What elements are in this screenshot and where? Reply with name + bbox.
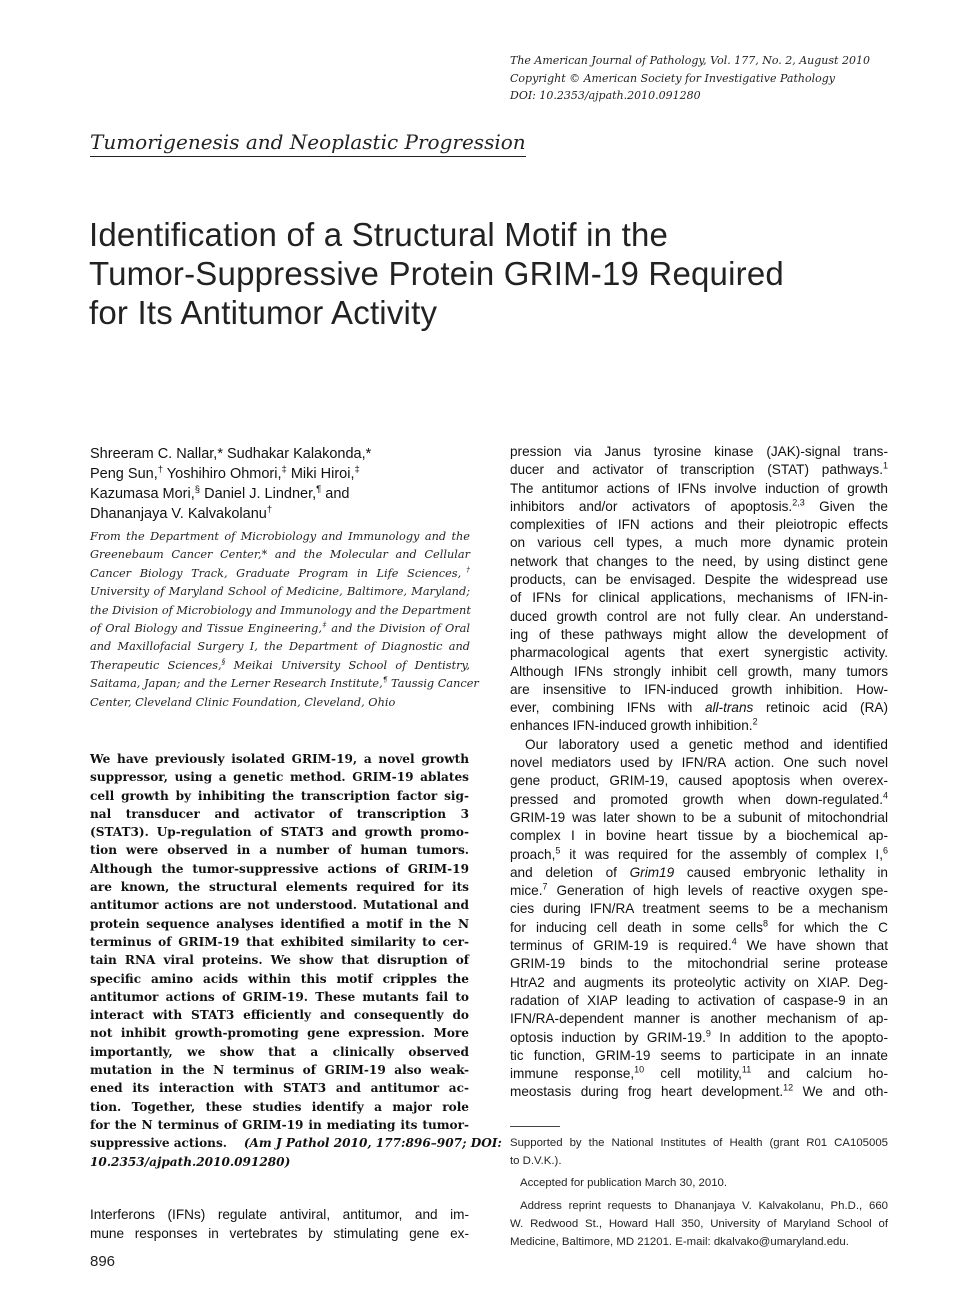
journal-doi: DOI: 10.2353/ajpath.2010.091280 (510, 89, 701, 102)
affiliation-text: Cancer Biology Track, Graduate Program in Life Sciences, (90, 566, 462, 580)
footnote-line: Medicine, Baltimore, MD 21201. E-mail: dkalvako@umaryland.edu. (510, 1236, 849, 1249)
body-text: and calcium ho- (751, 1066, 888, 1082)
body-italic: all-trans (704, 700, 754, 716)
author-text: Peng Sun, (90, 466, 158, 482)
citation-ref: 5 (555, 845, 561, 855)
body-text-left (90, 1205, 469, 1243)
affiliation-line (90, 620, 470, 638)
author-text: Kazumasa Mori, (90, 486, 195, 502)
citation-ref: 2,3 (792, 497, 805, 508)
title-line: Identification of a Structural Motif in the (89, 216, 669, 253)
affiliation-line (90, 657, 470, 675)
author-mark: † (157, 464, 164, 476)
body-line: cies during IFN/RA treatment seems to be a mechanism (510, 901, 888, 917)
author-mark: ‡ (354, 464, 360, 476)
body-text: inhibitors and/or activators of apoptosis. (510, 498, 793, 514)
citation-ref: 4 (882, 790, 888, 801)
body-text: and deletion of (510, 864, 630, 880)
author-line (90, 444, 470, 464)
body-text: terminus of GRIM-19 is required. (510, 938, 732, 954)
citation-ref: 10 (634, 1064, 645, 1075)
affiliation-line (90, 675, 479, 693)
footnote-divider (510, 1126, 560, 1127)
body-line: Interferons (IFNs) regulate antiviral, antitumor, and im- (90, 1207, 469, 1222)
abstract-line: suppressor, using a genetic method. GRIM-19 ablates (90, 770, 469, 785)
abstract-line: nal transducer and activator of transcription 3 (90, 806, 469, 821)
affiliation-mark: ¶ (382, 675, 388, 685)
abstract-line: specific amino acids within this motif cripples the (90, 971, 469, 986)
abstract-line: not inhibit growth-promoting gene expression. More (90, 1026, 469, 1041)
affiliation-text: Saitama, Japan; and the Lerner Research Institute, (90, 677, 383, 691)
abstract-line: tion. Together, these studies identify a major role (90, 1099, 469, 1114)
body-text: immune response, (510, 1066, 635, 1082)
footnote-line: Accepted for publication March 30, 2010. (520, 1177, 728, 1190)
body-text: We have shown that (736, 938, 888, 954)
body-text: caused embryonic lethality in (674, 864, 888, 880)
body-text: for inducing cell death in some cells (510, 919, 763, 935)
citation-ref: 11 (741, 1064, 752, 1075)
abstract-line: terminus of GRIM-19 that exhibited similarity to cer- (90, 934, 469, 949)
title-line: for Its Antitumor Activity (89, 294, 438, 331)
article-title (89, 215, 869, 332)
abstract-line: protein sequence analyses identified a motif in the N (90, 916, 469, 931)
body-line: gene product, GRIM-19, caused apoptosis when overex- (510, 773, 888, 789)
author-text: and (321, 486, 350, 502)
affiliation-mark: § (221, 657, 226, 667)
citation-ref: 2 (752, 716, 758, 727)
affiliation-text: Therapeutic Sciences, (90, 658, 222, 672)
body-text: ducer and activator of transcription (STAT) pathways. (510, 462, 883, 478)
affiliation-line: University of Maryland School of Medicine, Baltimore, Maryland; (90, 585, 470, 599)
body-text: for which the C (767, 919, 888, 935)
body-line: mune responses in vertebrates by stimulating gene ex- (90, 1226, 469, 1241)
abstract-line: mutation in the N terminus of GRIM-19 also weak- (90, 1063, 469, 1078)
abstract-line: tain RNA viral proteins. We show that disruption of (90, 953, 469, 968)
abstract-line: Although the tumor-suppressive actions of GRIM-19 (90, 861, 469, 876)
body-line: products, can be envisaged. Despite the widespread use (510, 572, 888, 588)
body-line (510, 1083, 888, 1101)
body-line (510, 919, 888, 937)
body-text: mice. (510, 883, 543, 899)
body-line: are insensitive to IFN-induced growth inhibition. How- (510, 681, 888, 697)
body-line: complexities of IFN actions and their pleiotropic effects (510, 517, 888, 533)
footnote-line: Supported by the National Institutes of Health (grant R01 CA105005 (510, 1137, 888, 1149)
body-line: on various cell types, a much more dynamic protein (510, 535, 888, 551)
body-text: retinoic acid (RA) (753, 700, 888, 716)
journal-citation: The American Journal of Pathology, Vol. 177, No. 2, August 2010 (510, 54, 870, 67)
body-text: We and oth- (793, 1084, 888, 1100)
abstract-line: cell growth by inhibiting the transcription factor sig- (90, 788, 469, 803)
author-text: Yoshihiro Ohmori, (163, 466, 282, 482)
abstract-line: are known, the structural elements required for its (90, 880, 469, 895)
body-text: Given the (804, 498, 888, 514)
body-line: Our laboratory used a genetic method and identified (525, 736, 888, 752)
body-text: proach, (510, 846, 556, 862)
abstract (90, 750, 502, 1171)
body-text: In addition to the apopto- (710, 1029, 888, 1045)
abstract-line: importantly, we show that a clinically observed (90, 1044, 469, 1059)
body-text: pressed and promoted growth when down-regulated. (510, 791, 883, 807)
body-line: radation of XIAP leading to activation of caspase-9 in an (510, 992, 888, 1008)
affiliation-mark: † (461, 565, 470, 575)
abstract-line: ened its interaction with STAT3 and antitumor ac- (90, 1081, 469, 1096)
body-line (510, 717, 888, 735)
title-line: Tumor-Suppressive Protein GRIM-19 Required (89, 255, 784, 292)
affiliation-line: From the Department of Microbiology and Immunology and the (90, 530, 470, 543)
body-italic: Grim19 (629, 864, 675, 880)
body-text: meostasis during frog heart development. (510, 1084, 784, 1100)
body-text: Generation of high levels of reactive oxygen spe- (547, 883, 888, 899)
author-mark: § (194, 484, 201, 496)
citation-ref: 6 (882, 845, 888, 855)
affiliation-mark: ‡ (321, 620, 327, 630)
affiliation-line: and Maxillofacial Surgery I, the Department of Diagnostic and (90, 640, 470, 654)
abstract-line: antitumor actions are not understood. Mutational and (90, 898, 469, 913)
body-text: enhances IFN-induced growth inhibition. (510, 718, 753, 734)
abstract-citation-doi: 10.2353/ajpath.2010.091280) (90, 1154, 291, 1169)
author-line (90, 464, 470, 484)
author-text: Dhananjaya V. Kalvakolanu (90, 506, 267, 522)
body-line (510, 937, 888, 955)
affiliation-line: the Division of Microbiology and Immunology and the Department (90, 603, 471, 617)
body-line: IFN/RA-dependent manner is another mechanism of ap- (510, 1011, 888, 1027)
author-text: Miki Hiroi, (286, 466, 355, 482)
body-text: it was required for the assembly of complex I, (560, 846, 883, 862)
author-text: Daniel J. Lindner, (200, 486, 317, 502)
affiliation-line: Greenebaum Cancer Center,* and the Molecular and Cellular (90, 548, 470, 562)
body-line: tic function, GRIM-19 seems to participate in an innate (510, 1047, 888, 1063)
body-line (510, 882, 888, 900)
body-line: GRIM-19 binds to the mitochondrial serine protease (510, 956, 888, 972)
body-line (510, 791, 888, 809)
body-line (510, 1065, 888, 1083)
citation-ref: 1 (882, 460, 888, 471)
abstract-line: for the N terminus of GRIM-19 in mediating its tumor- (90, 1117, 469, 1132)
affiliation-line: Center, Cleveland Clinic Foundation, Cleveland, Ohio (90, 695, 396, 709)
author-line (90, 484, 470, 504)
author-mark: † (266, 504, 273, 516)
abstract-text: suppressive actions. (90, 1136, 227, 1151)
affiliation-text: and the Division of Oral (326, 622, 471, 636)
body-line: GRIM-19 was later shown to be a subunit of mitochondrial (510, 809, 888, 825)
abstract-line: interact with STAT3 efficiently and consequently do (90, 1008, 469, 1023)
body-line: complex I in bovine heart tissue by a biochemical ap- (510, 828, 888, 844)
author-mark: ‡ (281, 464, 287, 476)
citation-ref: 9 (705, 1027, 711, 1038)
body-line: The antitumor actions of IFNs involve induction of growth (510, 480, 888, 496)
body-line: Although IFNs strongly inhibit cell growth, many tumors (510, 663, 888, 679)
author-line (90, 504, 470, 524)
citation-ref: 12 (783, 1082, 794, 1093)
abstract-line: tion were observed in a number of human tumors. (90, 843, 469, 858)
body-line: duced growth control are not fully clear. An understand- (510, 608, 888, 624)
body-text-right (510, 443, 888, 1102)
abstract-line (90, 1134, 502, 1152)
affiliation-text: Taussig Cancer (387, 677, 479, 691)
citation-ref: 7 (542, 881, 548, 892)
citation-ref: 4 (731, 936, 737, 947)
affiliation-text: Meikai University School of Dentistry, (225, 658, 470, 672)
body-line: network that changes to the need, by using distinct gene (510, 553, 888, 569)
body-line (510, 461, 888, 479)
page-number: 896 (90, 1253, 116, 1270)
affiliation-text: of Oral Biology and Tissue Engineering, (90, 622, 322, 636)
body-line: novel mediators used by IFN/RA action. One such novel (510, 755, 888, 771)
author-text: Shreeram C. Nallar,* Sudhakar Kalakonda,* (90, 446, 372, 462)
citation-ref: 8 (762, 918, 768, 929)
body-line: HtrA2 and augments its proteolytic activity on XIAP. Deg- (510, 974, 888, 990)
footnote-line: to D.V.K.). (510, 1155, 562, 1168)
body-line (510, 864, 888, 882)
body-line: of IFNs for clinical applications, mechanisms of IFN-in- (510, 590, 888, 606)
abstract-line: (STAT3). Up-regulation of STAT3 and growth promo- (90, 825, 469, 840)
body-line: pression via Janus tyrosine kinase (JAK)-signal trans- (510, 444, 888, 459)
body-line (510, 846, 888, 864)
journal-copyright: Copyright © American Society for Investigative Pathology (510, 71, 835, 85)
journal-info (510, 52, 950, 105)
body-line (510, 1029, 888, 1047)
abstract-citation: (Am J Pathol 2010, 177:896–907; DOI: (243, 1136, 502, 1151)
abstract-line: We have previously isolated GRIM-19, a novel growth (90, 752, 469, 766)
section-heading: Tumorigenesis and Neoplastic Progression (90, 130, 526, 157)
author-mark: ¶ (316, 484, 322, 496)
body-text: ever, combining IFNs with (510, 700, 705, 716)
footnote-line: W. Redwood St., Howard Hall 350, University of Maryland School of (510, 1217, 888, 1230)
affiliations (90, 528, 479, 712)
affiliation-line (90, 565, 470, 583)
footnotes (510, 1134, 888, 1251)
footnote-line: Address reprint requests to Dhananjaya V. Kalvakolanu, Ph.D., 660 (520, 1199, 888, 1212)
body-line: pharmacological agents that exert synergistic activity. (510, 645, 888, 661)
body-line (510, 699, 888, 717)
body-text: optosis induction by GRIM-19. (510, 1029, 706, 1045)
body-line (510, 498, 888, 516)
body-text: cell motility, (644, 1066, 742, 1082)
body-line: ing of these pathways might allow the development of (510, 626, 888, 642)
author-list (90, 444, 470, 524)
abstract-line: antitumor actions of GRIM-19. These mutants fail to (90, 989, 469, 1004)
